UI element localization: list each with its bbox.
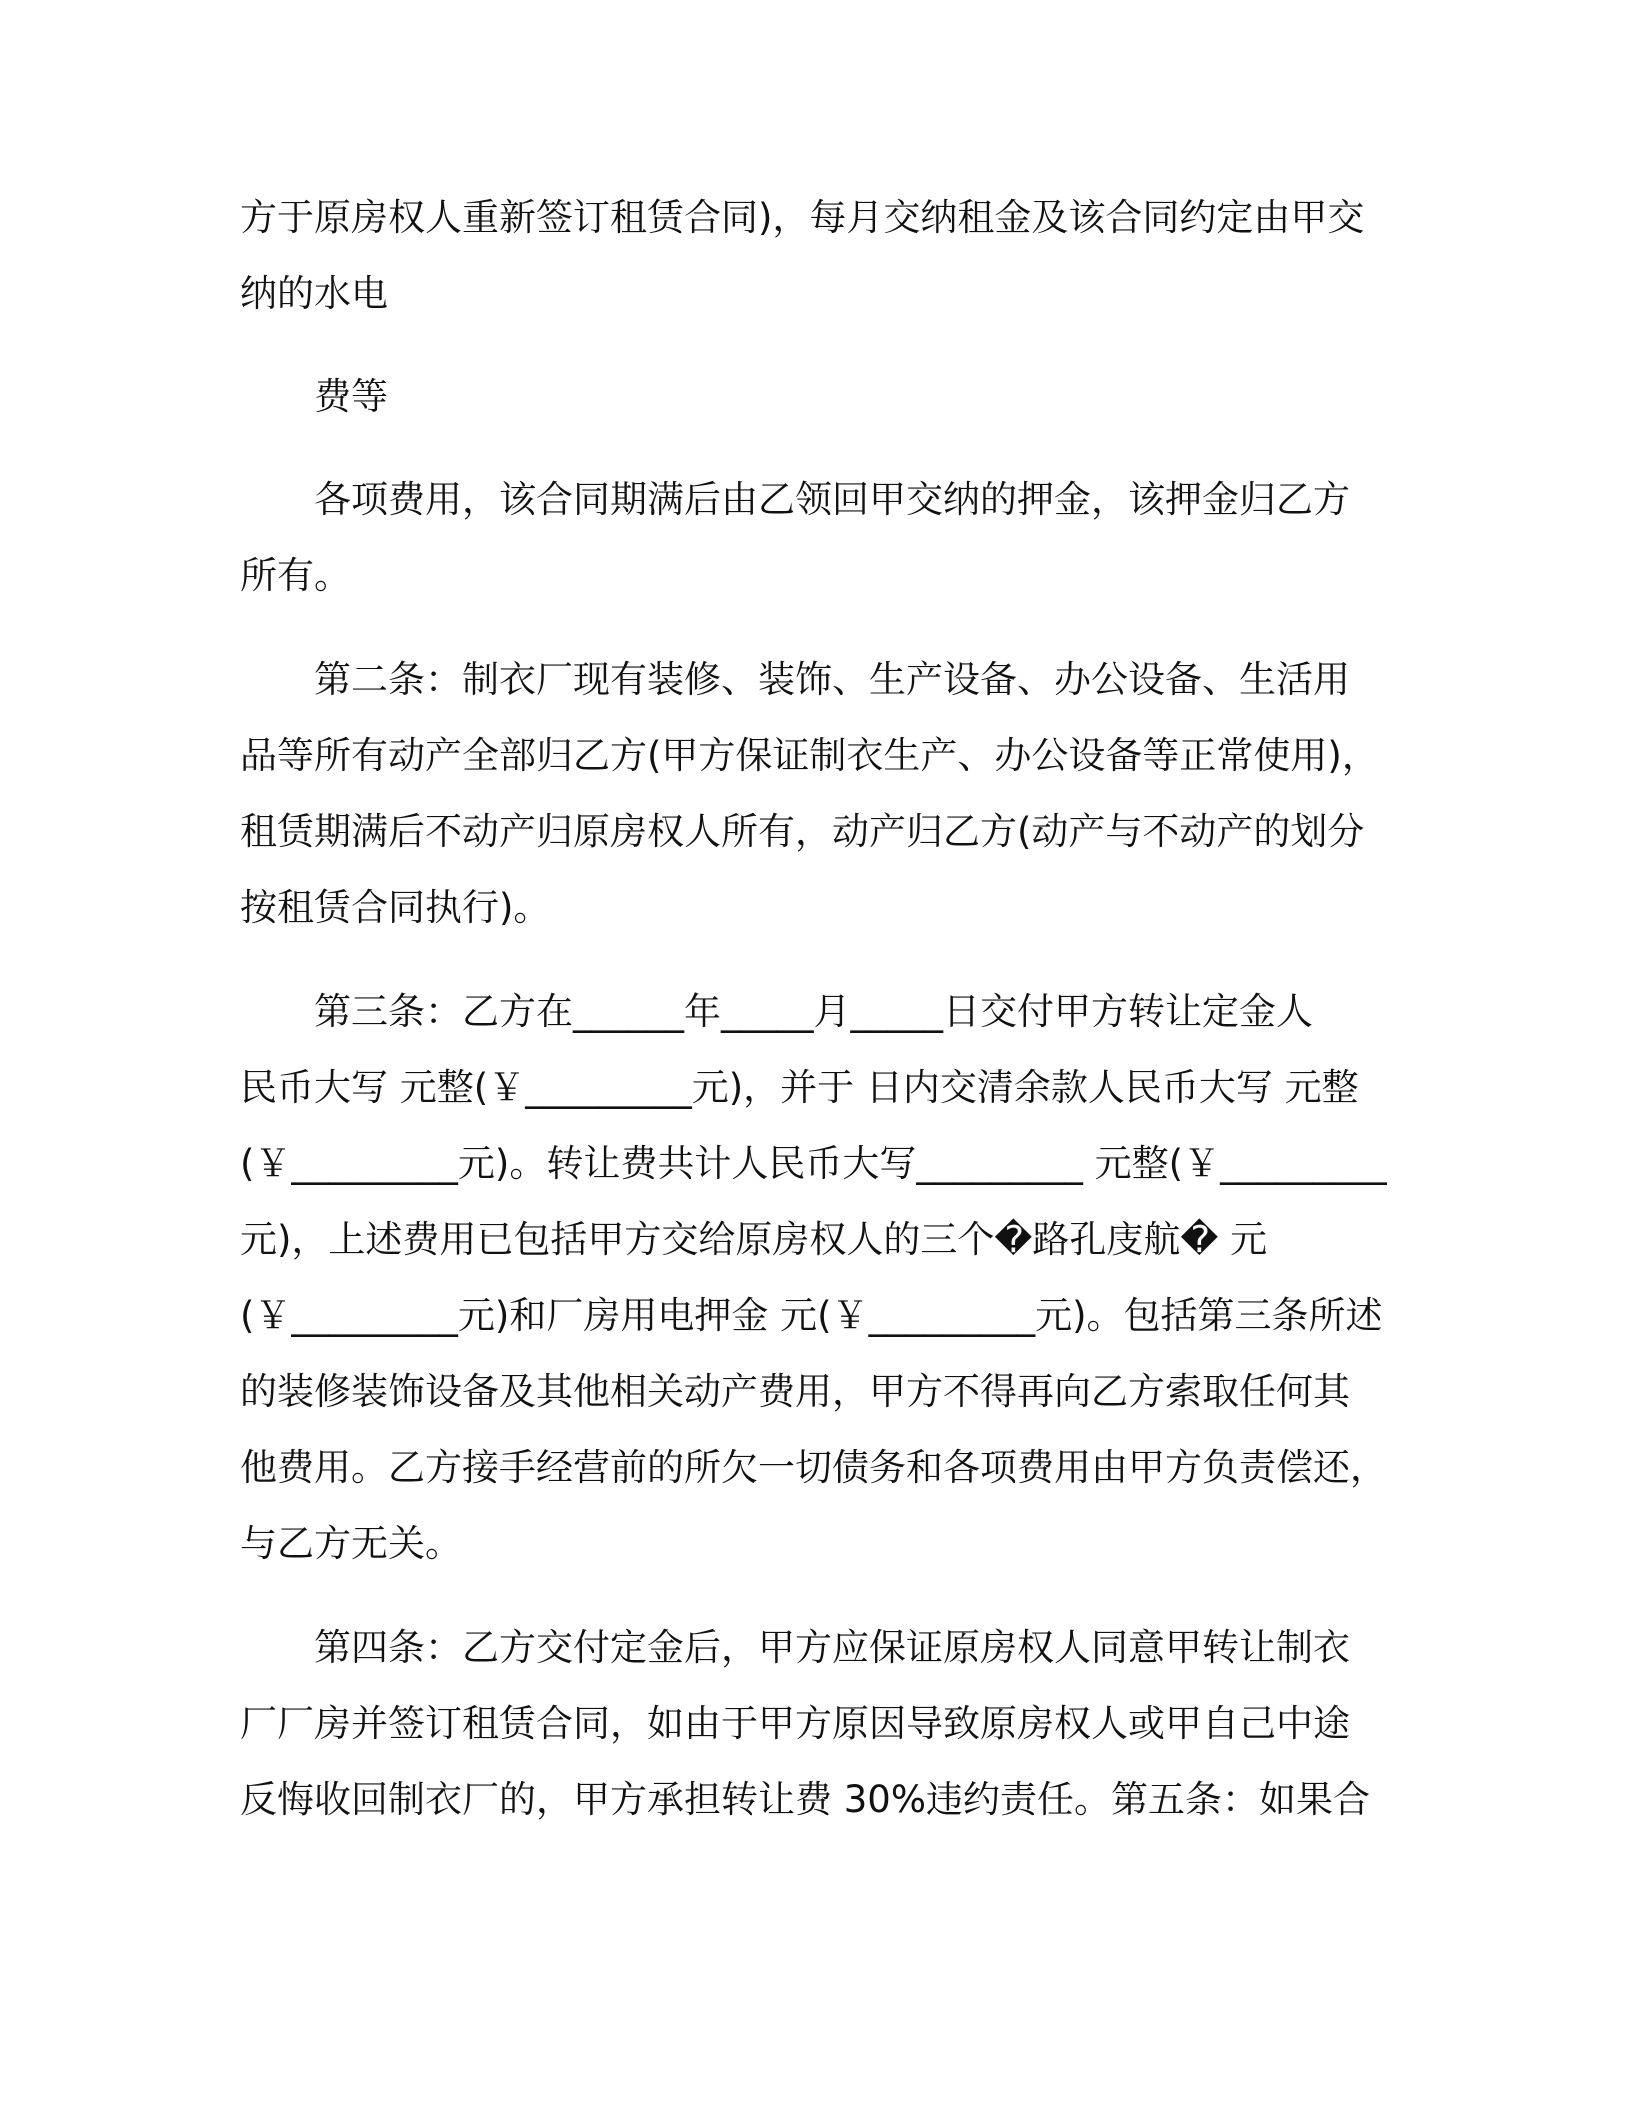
paragraph-5-line-6: 的装修装饰设备及其他相关动产费用，甲方不得再向乙方索取任何其 [240, 1370, 1350, 1413]
paragraph-1-line-1: 方于原房权人重新签订租赁合同)，每月交纳租金及该合同约定由甲交 [240, 196, 1365, 239]
paragraph-6-line-1: 第四条：乙方交付定金后，甲方应保证原房权人同意甲转让制衣 [314, 1626, 1350, 1669]
paragraph-6-line-3: 反悔收回制衣厂的，甲方承担转让费 30%违约责任。第五条：如果合 [240, 1778, 1370, 1821]
paragraph-6-line-2: 厂厂房并签订租赁合同，如由于甲方原因导致原房权人或甲自己中途 [240, 1702, 1350, 1745]
paragraph-5-line-3: (￥_________元)。转让费共计人民币大写_________ 元整(￥_________ [240, 1142, 1387, 1185]
paragraph-4-line-3: 租赁期满后不动产归原房权人所有，动产归乙方(动产与不动产的划分 [240, 810, 1365, 853]
paragraph-5-line-1: 第三条：乙方在______年_____月_____日交付甲方转让定金人 [314, 990, 1313, 1033]
paragraph-5-line-8: 与乙方无关。 [240, 1522, 462, 1565]
paragraph-1-line-2: 纳的水电 [240, 272, 388, 315]
paragraph-4-line-2: 品等所有动产全部归乙方(甲方保证制衣生产、办公设备等正常使用)， [240, 734, 1379, 777]
paragraph-5-line-5: (￥_________元)和厂房用电押金 元(￥_________元)。包括第三条所述 [240, 1294, 1383, 1337]
paragraph-3-line-1: 各项费用，该合同期满后由乙领回甲交纳的押金，该押金归乙方 [314, 478, 1350, 521]
paragraph-2-line-1: 费等 [314, 375, 388, 418]
paragraph-5-line-2: 民币大写 元整(￥_________元)，并于 日内交清余款人民币大写 元整 [240, 1066, 1359, 1109]
paragraph-3-line-2: 所有。 [240, 554, 351, 597]
paragraph-4-line-1: 第二条：制衣厂现有装修、装饰、生产设备、办公设备、生活用 [314, 658, 1350, 701]
paragraph-5-line-4: 元)，上述费用已包括甲方交给原房权人的三个�路孔庋航� 元 [240, 1218, 1268, 1261]
paragraph-5-line-7: 他费用。乙方接手经营前的所欠一切债务和各项费用由甲方负责偿还， [240, 1446, 1387, 1489]
paragraph-4-line-4: 按租赁合同执行)。 [240, 886, 551, 929]
